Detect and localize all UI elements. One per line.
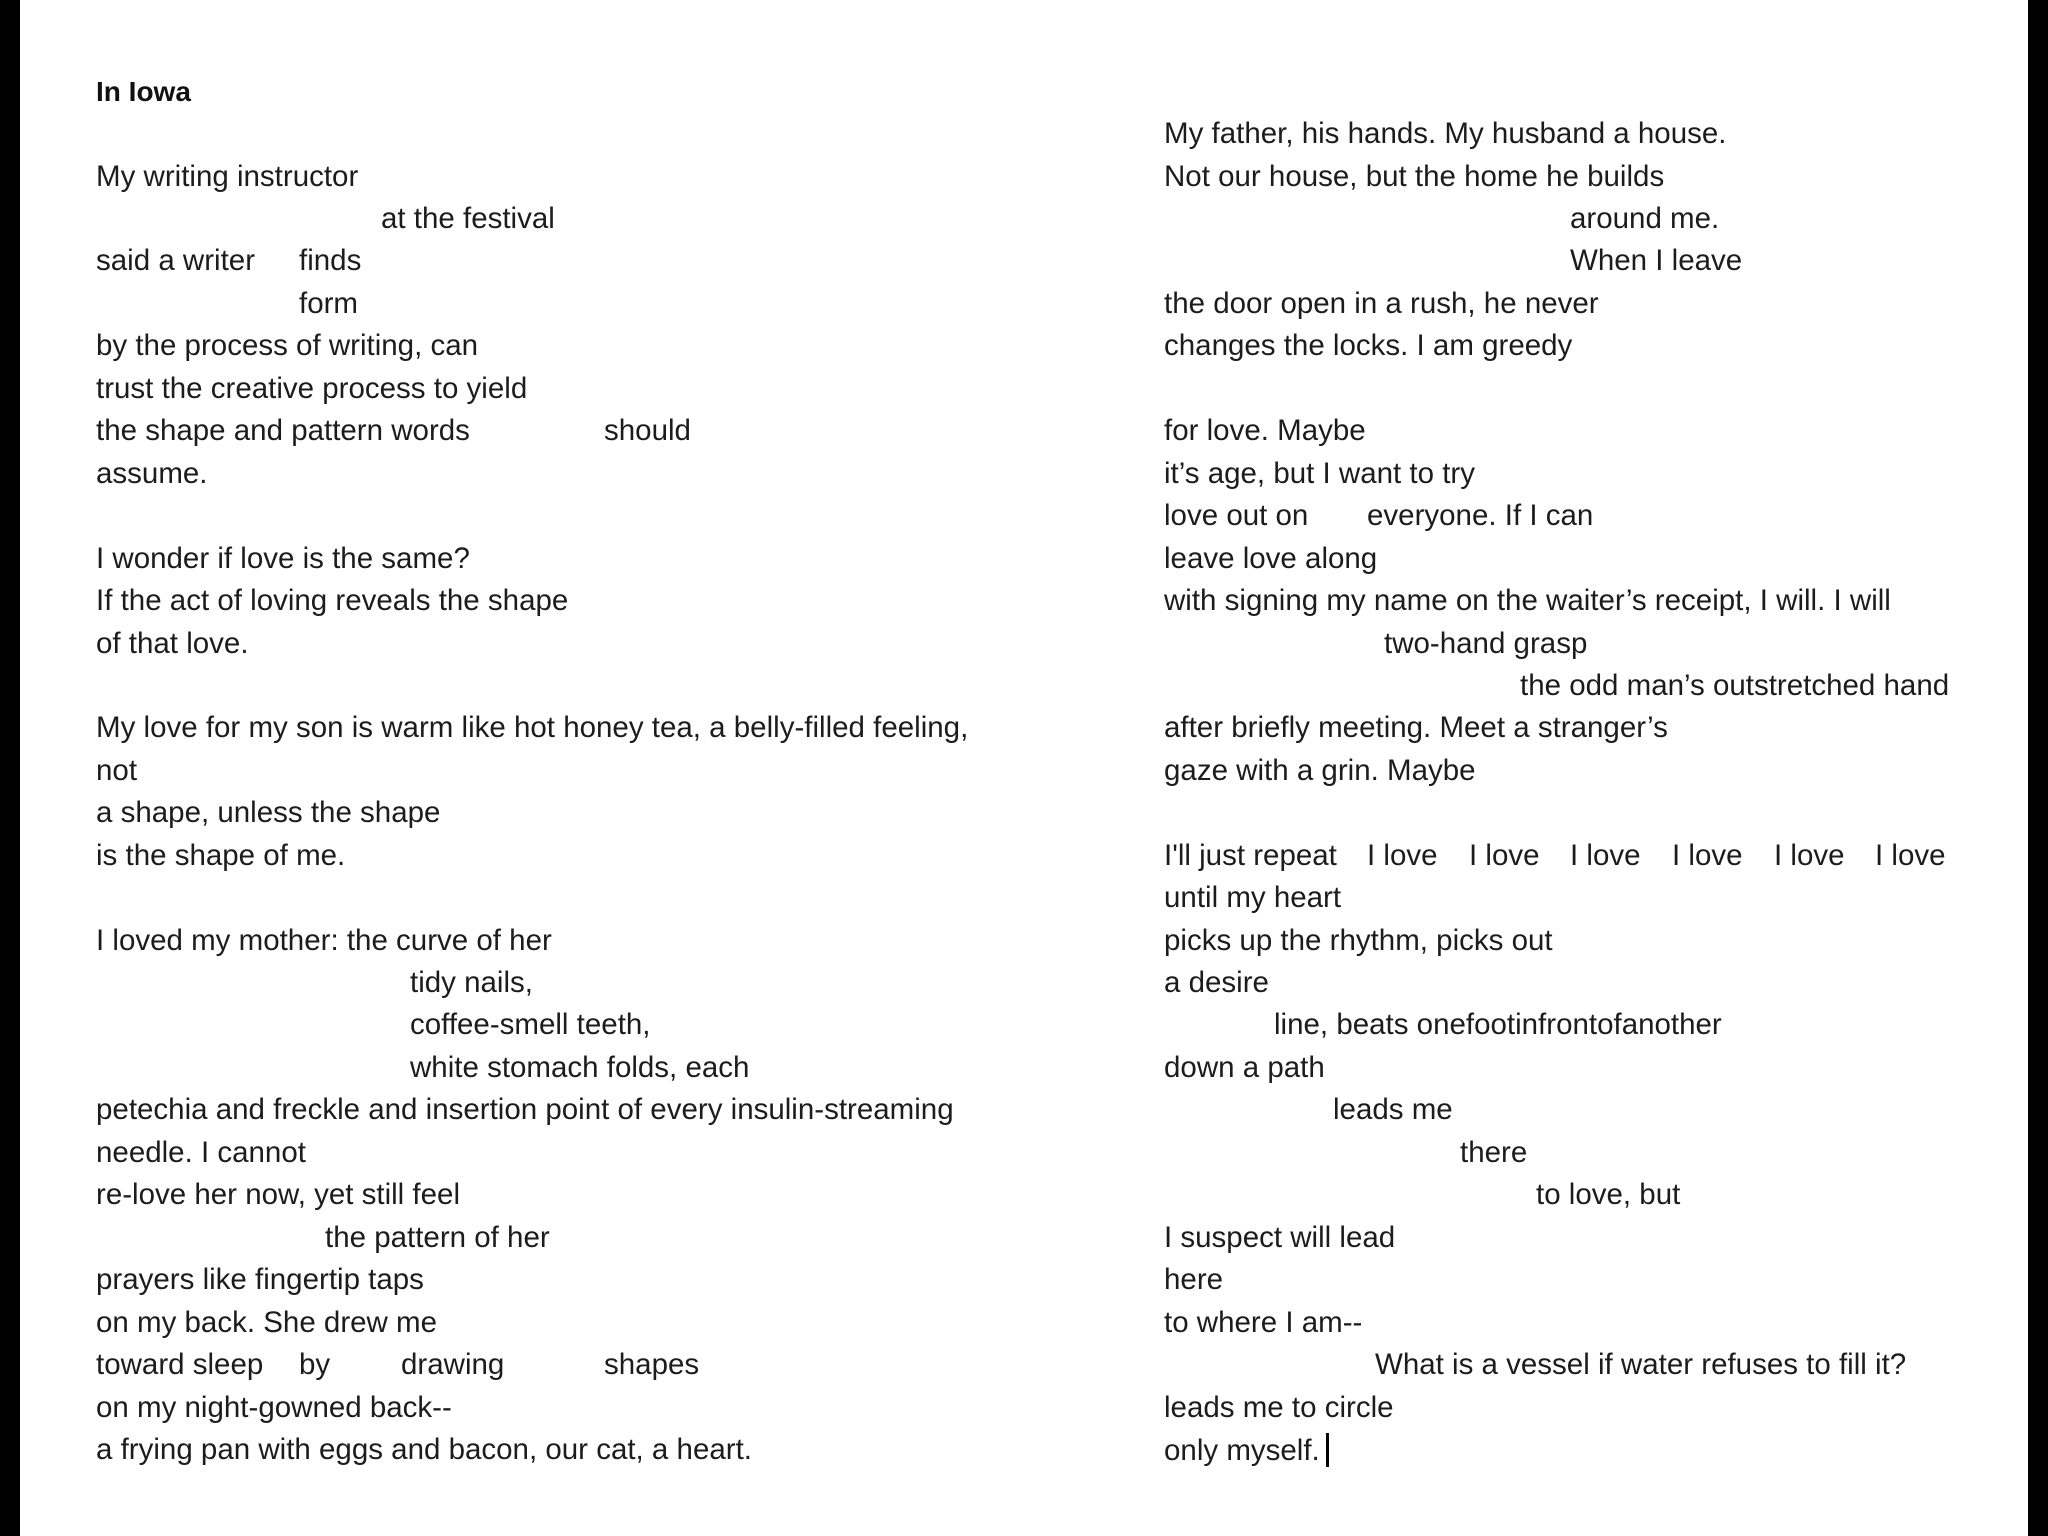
poem-line: on my back. She drew me xyxy=(96,1306,438,1339)
poem-line: is the shape of me. xyxy=(96,839,346,872)
poem-line: My writing instructor xyxy=(96,160,359,193)
poem-line: white stomach folds, each xyxy=(410,1051,750,1084)
poem-line: gaze with a grin. Maybe xyxy=(1164,754,1476,787)
poem-line: coffee-smell teeth, xyxy=(410,1008,651,1041)
poem-line: not xyxy=(96,754,138,787)
poem-line: petechia and freckle and insertion point of every insulin-streaming xyxy=(96,1093,954,1126)
poem-line: by xyxy=(299,1348,331,1381)
poem-line: I suspect will lead xyxy=(1164,1221,1396,1254)
poem-line: everyone. If I can xyxy=(1367,499,1594,532)
poem-line: What is a vessel if water refuses to fill it? xyxy=(1375,1348,1907,1381)
poem-title: In Iowa xyxy=(96,76,191,107)
poem-line: I love xyxy=(1875,839,1946,872)
poem-line: prayers like fingertip taps xyxy=(96,1263,424,1296)
poem-line-last[interactable] xyxy=(1164,1433,1329,1468)
poem-line: should xyxy=(604,414,691,447)
poem-line: I loved my mother: the curve of her xyxy=(96,924,552,957)
poem-line: by the process of writing, can xyxy=(96,329,479,362)
poem-line: the odd man’s outstretched hand xyxy=(1520,669,1950,702)
poem-line: down a path xyxy=(1164,1051,1325,1084)
poem-line: My father, his hands. My husband a house. xyxy=(1164,117,1727,150)
poem-line: shapes xyxy=(604,1348,700,1381)
document-page xyxy=(20,0,2028,1536)
poem-line: I love xyxy=(1469,839,1540,872)
poem-line: a shape, unless the shape xyxy=(96,796,441,829)
poem-line-text: only myself. xyxy=(1164,1434,1320,1467)
poem-line: I love xyxy=(1672,839,1743,872)
poem-line: it’s age, but I want to try xyxy=(1164,457,1476,490)
poem-line: trust the creative process to yield xyxy=(96,372,528,405)
poem-line: finds xyxy=(299,244,362,277)
poem-line: Not our house, but the home he builds xyxy=(1164,160,1665,193)
poem-line: a frying pan with eggs and bacon, our cat, a heart. xyxy=(96,1433,752,1466)
poem-line: assume. xyxy=(96,457,208,490)
poem-line: line, beats onefootinfrontofanother xyxy=(1274,1008,1722,1041)
poem-line: When I leave xyxy=(1570,244,1743,277)
poem-line: there xyxy=(1460,1136,1528,1169)
poem-line: around me. xyxy=(1570,202,1720,235)
poem-line: said a writer xyxy=(96,244,256,277)
poem-line: two-hand grasp xyxy=(1384,627,1588,660)
poem-line: leads me xyxy=(1333,1093,1453,1126)
poem-line: My love for my son is warm like hot honey tea, a belly-filled feeling, xyxy=(96,711,969,744)
poem-line: I love xyxy=(1774,839,1845,872)
poem-line: toward sleep xyxy=(96,1348,264,1381)
poem-line: at the festival xyxy=(381,202,555,235)
poem-line: of that love. xyxy=(96,627,249,660)
poem-line: here xyxy=(1164,1263,1224,1296)
poem-line: the door open in a rush, he never xyxy=(1164,287,1599,320)
poem-line: after briefly meeting. Meet a stranger’s xyxy=(1164,711,1668,744)
poem-line: the shape and pattern words xyxy=(96,414,470,447)
poem-line: I love xyxy=(1367,839,1438,872)
poem-line: picks up the rhythm, picks out xyxy=(1164,924,1553,957)
poem-line: a desire xyxy=(1164,966,1269,999)
poem-line: leads me to circle xyxy=(1164,1391,1394,1424)
poem-line: drawing xyxy=(401,1348,505,1381)
text-cursor[interactable] xyxy=(1326,1433,1329,1467)
poem-line: on my night-gowned back-- xyxy=(96,1391,452,1424)
poem-line: re-love her now, yet still feel xyxy=(96,1178,460,1211)
poem-line: until my heart xyxy=(1164,881,1342,914)
poem-line: love out on xyxy=(1164,499,1309,532)
poem-line: leave love along xyxy=(1164,542,1378,575)
poem-line: changes the locks. I am greedy xyxy=(1164,329,1573,362)
poem-line: form xyxy=(299,287,358,320)
poem-line: I love xyxy=(1570,839,1641,872)
poem-line: If the act of loving reveals the shape xyxy=(96,584,569,617)
poem-line: with signing my name on the waiter’s receipt, I will. I will xyxy=(1164,584,1891,617)
poem-line: for love. Maybe xyxy=(1164,414,1366,447)
poem-line: I'll just repeat xyxy=(1164,839,1337,872)
poem-line: to love, but xyxy=(1536,1178,1681,1211)
poem-line: I wonder if love is the same? xyxy=(96,542,470,575)
poem-line: tidy nails, xyxy=(410,966,533,999)
poem-line: to where I am-- xyxy=(1164,1306,1363,1339)
poem-line: the pattern of her xyxy=(325,1221,550,1254)
poem-line: needle. I cannot xyxy=(96,1136,306,1169)
